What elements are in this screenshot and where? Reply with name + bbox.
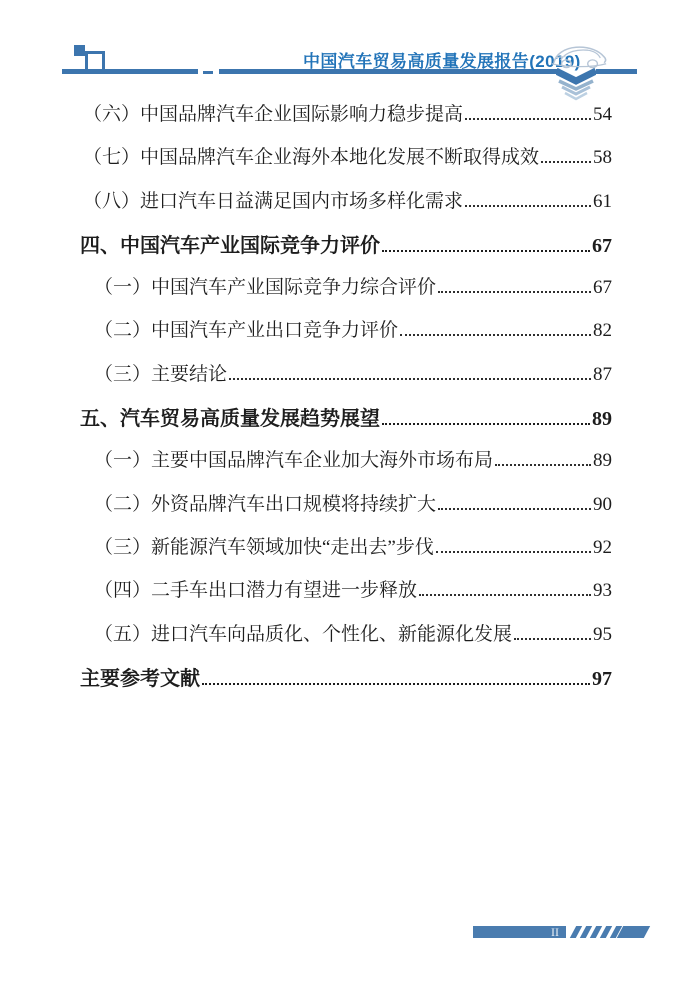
- toc-entry-page: 89: [592, 408, 612, 431]
- dot-leader: [382, 250, 590, 252]
- toc-entry-label: （三）新能源汽车领域加快“走出去”步伐: [94, 536, 434, 558]
- logo-icon: [74, 45, 85, 56]
- dot-leader: [465, 118, 591, 120]
- dot-leader: [229, 378, 591, 380]
- toc-row: [80, 142, 612, 169]
- toc-entry-label: （二）外资品牌汽车出口规模将持续扩大: [94, 493, 437, 515]
- footer-end-block: [617, 926, 650, 938]
- toc-row: [80, 532, 612, 556]
- header-rule: [62, 69, 198, 74]
- toc-row: [80, 272, 612, 299]
- dot-leader: [202, 683, 590, 685]
- toc-entry-label: （三）主要结论: [94, 363, 228, 385]
- toc-entry-page: 67: [592, 234, 612, 257]
- toc-entry-page: 95: [593, 623, 612, 645]
- toc-entry-label: （八）进口汽车日益满足国内市场多样化需求: [83, 190, 464, 212]
- dot-leader: [436, 551, 591, 553]
- toc-entry-page: 58: [593, 147, 612, 169]
- toc-row: [80, 619, 612, 643]
- toc-entry-label: （一）中国汽车产业国际竞争力综合评价: [94, 277, 437, 299]
- toc-list: [80, 99, 612, 705]
- toc-entry-page: 93: [593, 580, 612, 602]
- toc-entry-page: 67: [593, 277, 612, 299]
- dot-leader: [514, 638, 591, 640]
- toc-entry-page: 97: [592, 667, 612, 690]
- dot-leader: [465, 205, 591, 207]
- dot-leader: [541, 161, 591, 163]
- toc-entry-page: 87: [593, 363, 612, 385]
- dot-leader: [382, 423, 590, 425]
- toc-entry-label: （二）中国汽车产业出口竞争力评价: [94, 320, 399, 342]
- toc-entry-label: 主要参考文献: [80, 667, 200, 690]
- toc-entry-label: 五、汽车贸易高质量发展趋势展望: [80, 408, 380, 431]
- toc-row: [80, 662, 612, 690]
- toc-row: [80, 99, 612, 123]
- toc-row: [80, 489, 612, 513]
- dot-leader: [400, 334, 591, 336]
- toc-entry-page: 90: [593, 493, 612, 515]
- dot-leader: [495, 464, 591, 466]
- toc-entry-label: （七）中国品牌汽车企业海外本地化发展不断取得成效: [83, 147, 540, 169]
- toc-entry-label: （一）主要中国品牌汽车企业加大海外市场布局: [94, 450, 494, 472]
- toc-row: [80, 445, 612, 472]
- dot-leader: [438, 291, 591, 293]
- toc-entry-page: 92: [593, 536, 612, 558]
- toc-row: [80, 575, 612, 602]
- toc-entry-label: （五）进口汽车向品质化、个性化、新能源化发展: [94, 623, 513, 645]
- footer-page-bar: [473, 926, 566, 938]
- toc-row: [80, 359, 612, 383]
- toc-entry-page: 82: [593, 320, 612, 342]
- footer-page-number: II: [551, 925, 559, 939]
- toc-row: [80, 402, 612, 431]
- report-title: 中国汽车贸易高质量发展报告(2019): [303, 52, 581, 71]
- toc-entry-label: （六）中国品牌汽车企业国际影响力稳步提高: [83, 104, 464, 125]
- toc-entry-page: 54: [593, 104, 612, 125]
- toc-entry-page: 61: [593, 190, 612, 212]
- toc-row: [80, 315, 612, 342]
- toc-row: [80, 186, 612, 210]
- toc-row: [80, 229, 612, 257]
- dot-leader: [419, 594, 591, 596]
- header-rule-dash: [203, 71, 213, 74]
- toc-entry-page: 89: [593, 450, 612, 472]
- dot-leader: [438, 508, 591, 510]
- toc-entry-label: 四、中国汽车产业国际竞争力评价: [80, 234, 380, 257]
- toc-entry-label: （四）二手车出口潜力有望进一步释放: [94, 580, 418, 602]
